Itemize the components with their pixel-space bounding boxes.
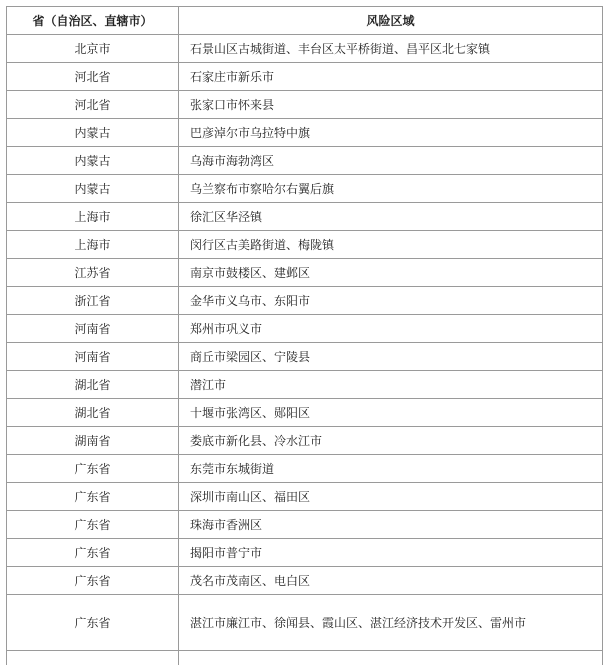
province-cell: 内蒙古 bbox=[7, 147, 179, 175]
table-row bbox=[7, 511, 603, 539]
risk-area-cell: 徐汇区华泾镇 bbox=[179, 203, 603, 231]
province-cell: 湖北省 bbox=[7, 371, 179, 399]
table-row bbox=[7, 427, 603, 455]
table-row bbox=[7, 371, 603, 399]
table-row bbox=[7, 259, 603, 287]
province-cell: 湖南省 bbox=[7, 427, 179, 455]
province-cell: 内蒙古 bbox=[7, 119, 179, 147]
province-cell: 广东省 bbox=[7, 567, 179, 595]
province-cell: 河南省 bbox=[7, 315, 179, 343]
province-cell: 广东省 bbox=[7, 455, 179, 483]
table-row bbox=[7, 595, 603, 651]
province-cell: 河北省 bbox=[7, 91, 179, 119]
province-cell: 广东省 bbox=[7, 511, 179, 539]
province-cell: 浙江省 bbox=[7, 287, 179, 315]
risk-area-cell: 金华市义乌市、东阳市 bbox=[179, 287, 603, 315]
province-cell: 湖北省 bbox=[7, 399, 179, 427]
table-row bbox=[7, 119, 603, 147]
table-row bbox=[7, 35, 603, 63]
province-cell: 广东省 bbox=[7, 595, 179, 651]
table-row bbox=[7, 343, 603, 371]
table-row bbox=[7, 483, 603, 511]
risk-area-cell: 张家口市怀来县 bbox=[179, 91, 603, 119]
empty-cell bbox=[179, 651, 603, 665]
risk-area-cell: 东莞市东城街道 bbox=[179, 455, 603, 483]
risk-area-cell: 巴彦淖尔市乌拉特中旗 bbox=[179, 119, 603, 147]
risk-area-cell: 珠海市香洲区 bbox=[179, 511, 603, 539]
risk-area-cell: 商丘市梁园区、宁陵县 bbox=[179, 343, 603, 371]
province-cell: 河北省 bbox=[7, 63, 179, 91]
province-cell: 江苏省 bbox=[7, 259, 179, 287]
table-row bbox=[7, 175, 603, 203]
table-row bbox=[7, 203, 603, 231]
table-row bbox=[7, 315, 603, 343]
risk-area-cell: 石家庄市新乐市 bbox=[179, 63, 603, 91]
province-cell: 广东省 bbox=[7, 483, 179, 511]
risk-area-cell: 揭阳市普宁市 bbox=[179, 539, 603, 567]
table-row bbox=[7, 147, 603, 175]
table-row bbox=[7, 63, 603, 91]
province-cell: 上海市 bbox=[7, 231, 179, 259]
risk-area-cell: 乌海市海勃湾区 bbox=[179, 147, 603, 175]
province-cell: 广东省 bbox=[7, 539, 179, 567]
risk-area-cell: 郑州市巩义市 bbox=[179, 315, 603, 343]
table-row-partial bbox=[7, 651, 603, 665]
risk-area-cell: 茂名市茂南区、电白区 bbox=[179, 567, 603, 595]
risk-area-cell: 娄底市新化县、冷水江市 bbox=[179, 427, 603, 455]
risk-area-cell: 石景山区古城街道、丰台区太平桥街道、昌平区北七家镇 bbox=[179, 35, 603, 63]
risk-area-cell: 湛江市廉江市、徐闻县、霞山区、湛江经济技术开发区、雷州市 bbox=[179, 595, 603, 651]
table-row bbox=[7, 539, 603, 567]
table-row bbox=[7, 91, 603, 119]
table-row bbox=[7, 287, 603, 315]
table-row bbox=[7, 455, 603, 483]
province-cell: 北京市 bbox=[7, 35, 179, 63]
table-row bbox=[7, 399, 603, 427]
header-province: 省（自治区、直辖市） bbox=[7, 7, 179, 35]
province-cell: 河南省 bbox=[7, 343, 179, 371]
risk-area-cell: 深圳市南山区、福田区 bbox=[179, 483, 603, 511]
risk-area-cell: 十堰市张湾区、郧阳区 bbox=[179, 399, 603, 427]
risk-area-cell: 闵行区古美路街道、梅陇镇 bbox=[179, 231, 603, 259]
header-risk-area: 风险区域 bbox=[179, 7, 603, 35]
table-row bbox=[7, 231, 603, 259]
table-row bbox=[7, 567, 603, 595]
province-cell: 内蒙古 bbox=[7, 175, 179, 203]
empty-cell bbox=[7, 651, 179, 665]
table-header-row bbox=[7, 7, 603, 35]
province-cell: 上海市 bbox=[7, 203, 179, 231]
risk-area-cell: 潜江市 bbox=[179, 371, 603, 399]
risk-area-cell: 南京市鼓楼区、建邺区 bbox=[179, 259, 603, 287]
risk-area-cell: 乌兰察布市察哈尔右翼后旗 bbox=[179, 175, 603, 203]
risk-area-table bbox=[6, 6, 603, 665]
